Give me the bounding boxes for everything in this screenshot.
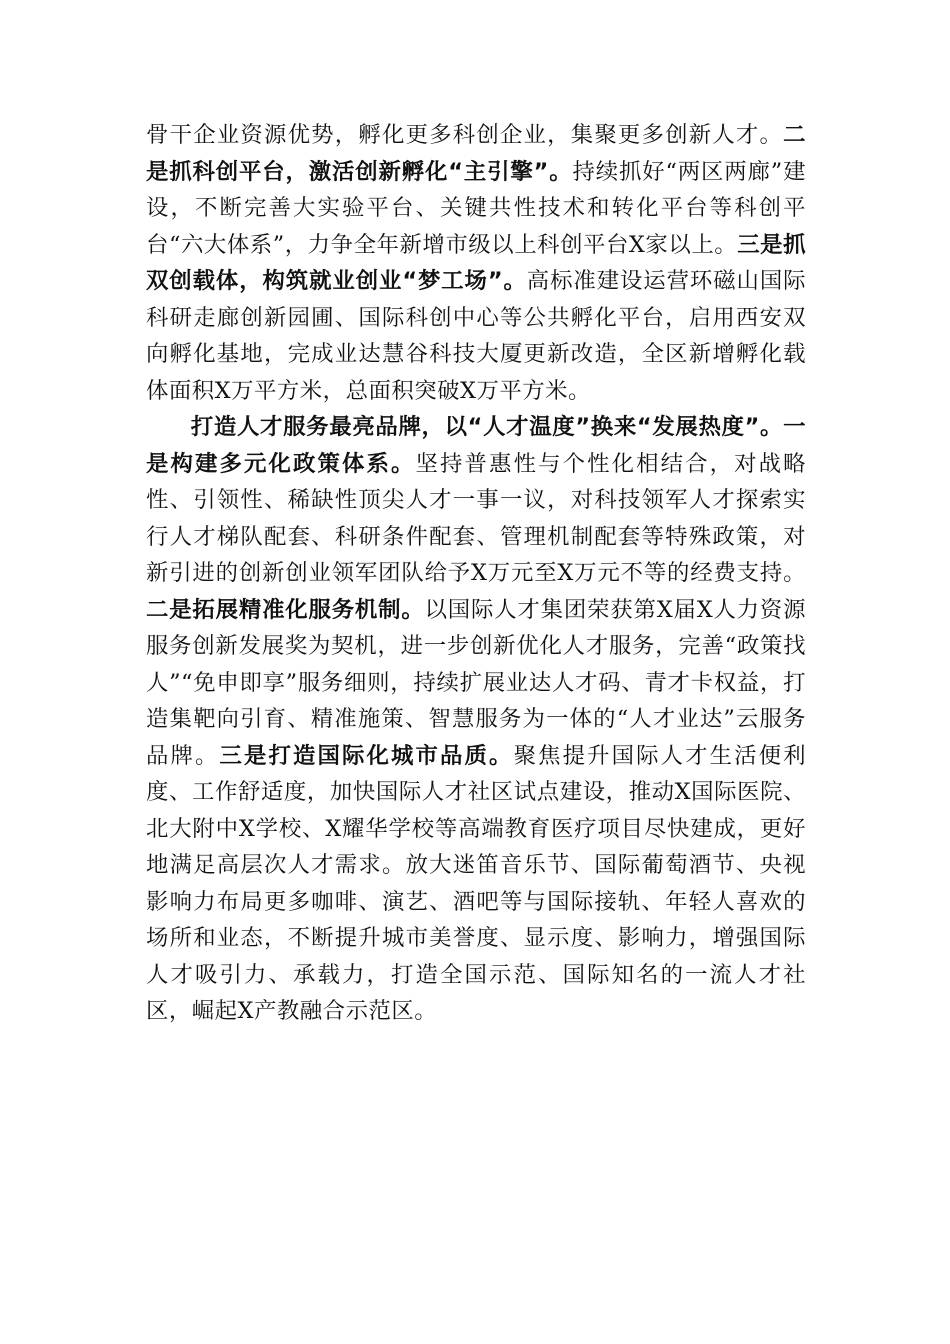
paragraph-1-run-1: 骨干企业资源优势，孵化更多科创企业，集聚更多创新人才。	[146, 122, 784, 148]
paragraph-1-heading-3: 三是抓双创载体，构筑就业创业“梦工场”。	[146, 231, 807, 294]
paragraph-2-title: 打造人才服务最亮品牌，以“人才温度”换来“发展热度”。	[190, 414, 784, 440]
paragraph-1-run-3: 持续抓好“两区两廊”建设，不断完善大实验平台、关键共性技术和转化平台等科创平台“六大体系”，力争全年新增市级以上科创平台X家以上。	[146, 158, 806, 258]
paragraph-2-heading-2: 二是拓展精准化服务机制。	[146, 596, 425, 623]
paragraph-2	[146, 409, 806, 1030]
body-text	[146, 117, 806, 1030]
paragraph-2-run-3: 坚持普惠性与个性化相结合，对战略性、引领性、稀缺性顶尖人才一事一议，对科技领军人才探索实行人才梯队配套、科研条件配套、管理机制配套等特殊政策，对新引进的创新创业领军团队给予X万元至X万元不等的经费支持。	[146, 450, 807, 586]
paragraph-2-run-7: 聚焦提升国际人才生活便利度、工作舒适度，加快国际人才社区试点建设，推动X国际医院、北大附中X学校、X耀华学校等高端教育医疗项目尽快建成，更好地满足高层次人才需求。放大迷笛音乐节、国际葡萄酒节、央视影响力布局更多咖啡、演艺、酒吧等与国际接轨、年轻人喜欢的场所和业态，不断提升城市美誉度、显示度、影响力，增强国际人才吸引力、承载力，打造全国示范、国际知名的一流人才社区，崛起X产教融合示范区。	[146, 742, 807, 1024]
paragraph-1-heading-2: 二是抓科创平台，激活创新孵化“主引擎”。	[146, 122, 806, 185]
paragraph-1-run-5: 高标准建设运营环磁山国际科研走廊创新园圃、国际科创中心等公共孵化平台，启用西安双向孵化基地，完成业达慧谷科技大厦更新改造，全区新增孵化载体面积X万平方米，总面积突破X万平方米。	[146, 268, 807, 404]
paragraph-1	[146, 117, 806, 409]
paragraph-2-run-5: 以国际人才集团荣获第X届X人力资源服务创新发展奖为契机，进一步创新优化人才服务，完善“政策找人”“免申即享”服务细则，持续扩展业达人才码、青才卡权益，打造集靶向引育、精准施策、智慧服务为一体的“人才业达”云服务品牌。	[146, 596, 806, 769]
paragraph-2-heading-3: 三是打造国际化城市品质。	[219, 742, 514, 769]
paragraph-2-heading-1: 一是构建多元化政策体系。	[146, 414, 806, 477]
